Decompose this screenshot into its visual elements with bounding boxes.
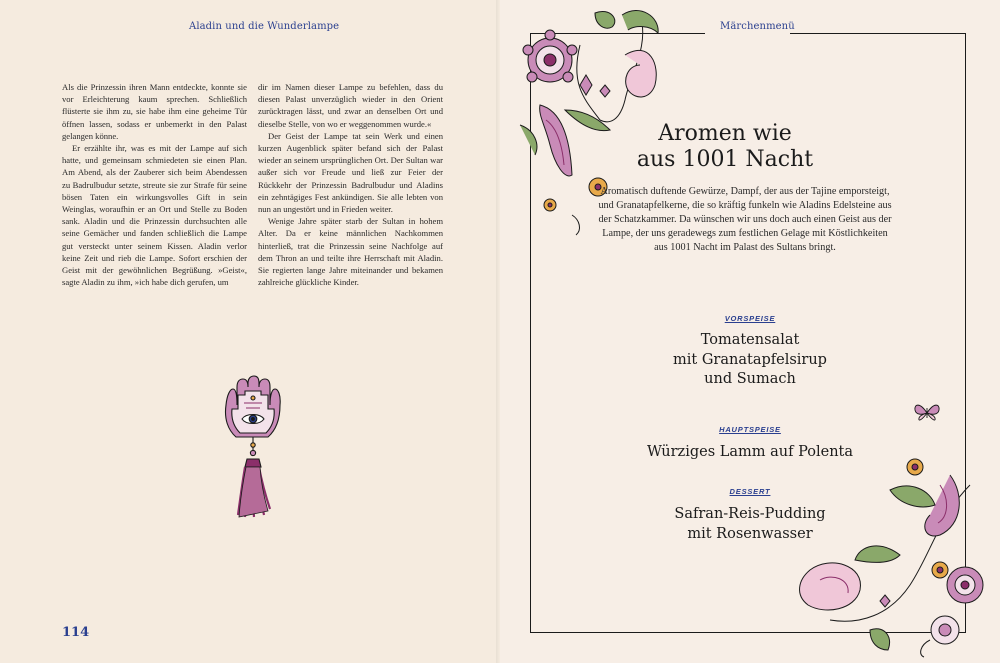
- dish-line: mit Granatapfelsirup: [673, 351, 827, 368]
- menu-intro: Aromatisch duftende Gewürze, Dampf, der aus der Tajine emporsteigt, und Granatapfelkerne, die so kräftig funkeln wie Aladins Edelsteine aus der Schatzkammer. Da wünschen wir uns doch auch einen Geist aus der Lampe, der uns geradewegs zum festlichen Gelage mit Köstlichkeiten aus 1001 Nacht im Palast des Sultans bringt.: [598, 186, 892, 253]
- dish-main: [620, 443, 880, 463]
- paragraph: Als die Prinzessin ihren Mann entdeckte, konnte sie vor Erleichterung kaum sprechen. Schließlich flüsterte sie ihm zu, sie habe ihm eine geheime Tür öffnen lassen, sodass er unbemerkt in den Palast gelangen könne.: [62, 82, 247, 141]
- dish-line: mit Rosenwasser: [687, 525, 813, 542]
- dish-line: Würziges Lamm auf Polenta: [646, 444, 854, 460]
- menu-title: [555, 121, 895, 173]
- menu-title-line: Aromen wie: [658, 121, 792, 146]
- butterfly-icon: [912, 400, 942, 426]
- course-label-dessert: DESSERT: [729, 487, 771, 496]
- dish-line: und Sumach: [704, 371, 796, 387]
- dish-line: Tomatensalat: [700, 332, 800, 348]
- running-head-left: Aladin und die Wunderlampe: [189, 21, 340, 32]
- running-head-right: Märchenmenü: [720, 21, 795, 32]
- paragraph: Wenige Jahre später starb der Sultan in hohem Alter. Da er keine männlichen Nachkommen hinterließ, trat die Prinzessin seine Nachfolge auf dem Thron an und teilte ihre Herrschaft mit Aladin. Sie regierten lange Jahre miteinander und bekamen zahlreiche glückliche Kinder.: [258, 216, 443, 288]
- paragraph: Der Geist der Lampe tat sein Werk und einen kurzen Augenblick später befand sich der Palast wieder an seinem ursprünglichen Ort. Der Sultan war außer sich vor Freude und ließ zur Feier der Rückkehr der Prinzessin Badrulbudur und Aladins ein zehntägiges Fest ankündigen. Sie alle lebten von nun an ungestört und in Frieden weiter.: [258, 130, 443, 215]
- hamsa-icon: [218, 375, 284, 520]
- course-label-starter: VORSPEISE: [724, 314, 776, 323]
- page-number: 114: [62, 625, 90, 640]
- paisley-flower-icon: [790, 445, 990, 660]
- dish-line: Safran-Reis-Pudding: [674, 506, 826, 522]
- text-column-2: [258, 81, 443, 288]
- dish-starter: [620, 331, 880, 390]
- dish-dessert: [620, 505, 880, 544]
- text-column-1: [62, 81, 247, 288]
- paragraph: Er erzählte ihr, was es mit der Lampe auf sich hatte, und gemeinsam schmiedeten sie einen Plan. Am Abend, als der Zauberer sich beim Abendessen zu Badrulbudur setzte, streute sie zur Strafe für seine bösen Taten ein wirkungsvolles Gift in sein Weinglas, woraufhin er an Ort und Stelle zu Boden sank. Aladin und die Prinzessin durchsuchten alle seine Gemächer und fanden schließlich die Lampe gut versteckt unter seinem Kissen. Aladin verlor keine Zeit und rieb die Lampe. Sofort erschien der Geist mit der gewöhnlichen Begrüßung. »Geist«, sagte Aladin zu ihm, »ich habe dich gerufen, um: [62, 143, 247, 288]
- course-label-main: HAUPTSPEISE: [719, 425, 781, 434]
- menu-title-line: aus 1001 Nacht: [636, 147, 814, 172]
- paragraph: dir im Namen dieser Lampe zu befehlen, dass du diesen Palast unverzüglich wieder in den Orient zurücktragen lässt, und zwar an denselben Ort und dieselbe Stelle, von wo er weggenommen wurde.«: [258, 82, 443, 129]
